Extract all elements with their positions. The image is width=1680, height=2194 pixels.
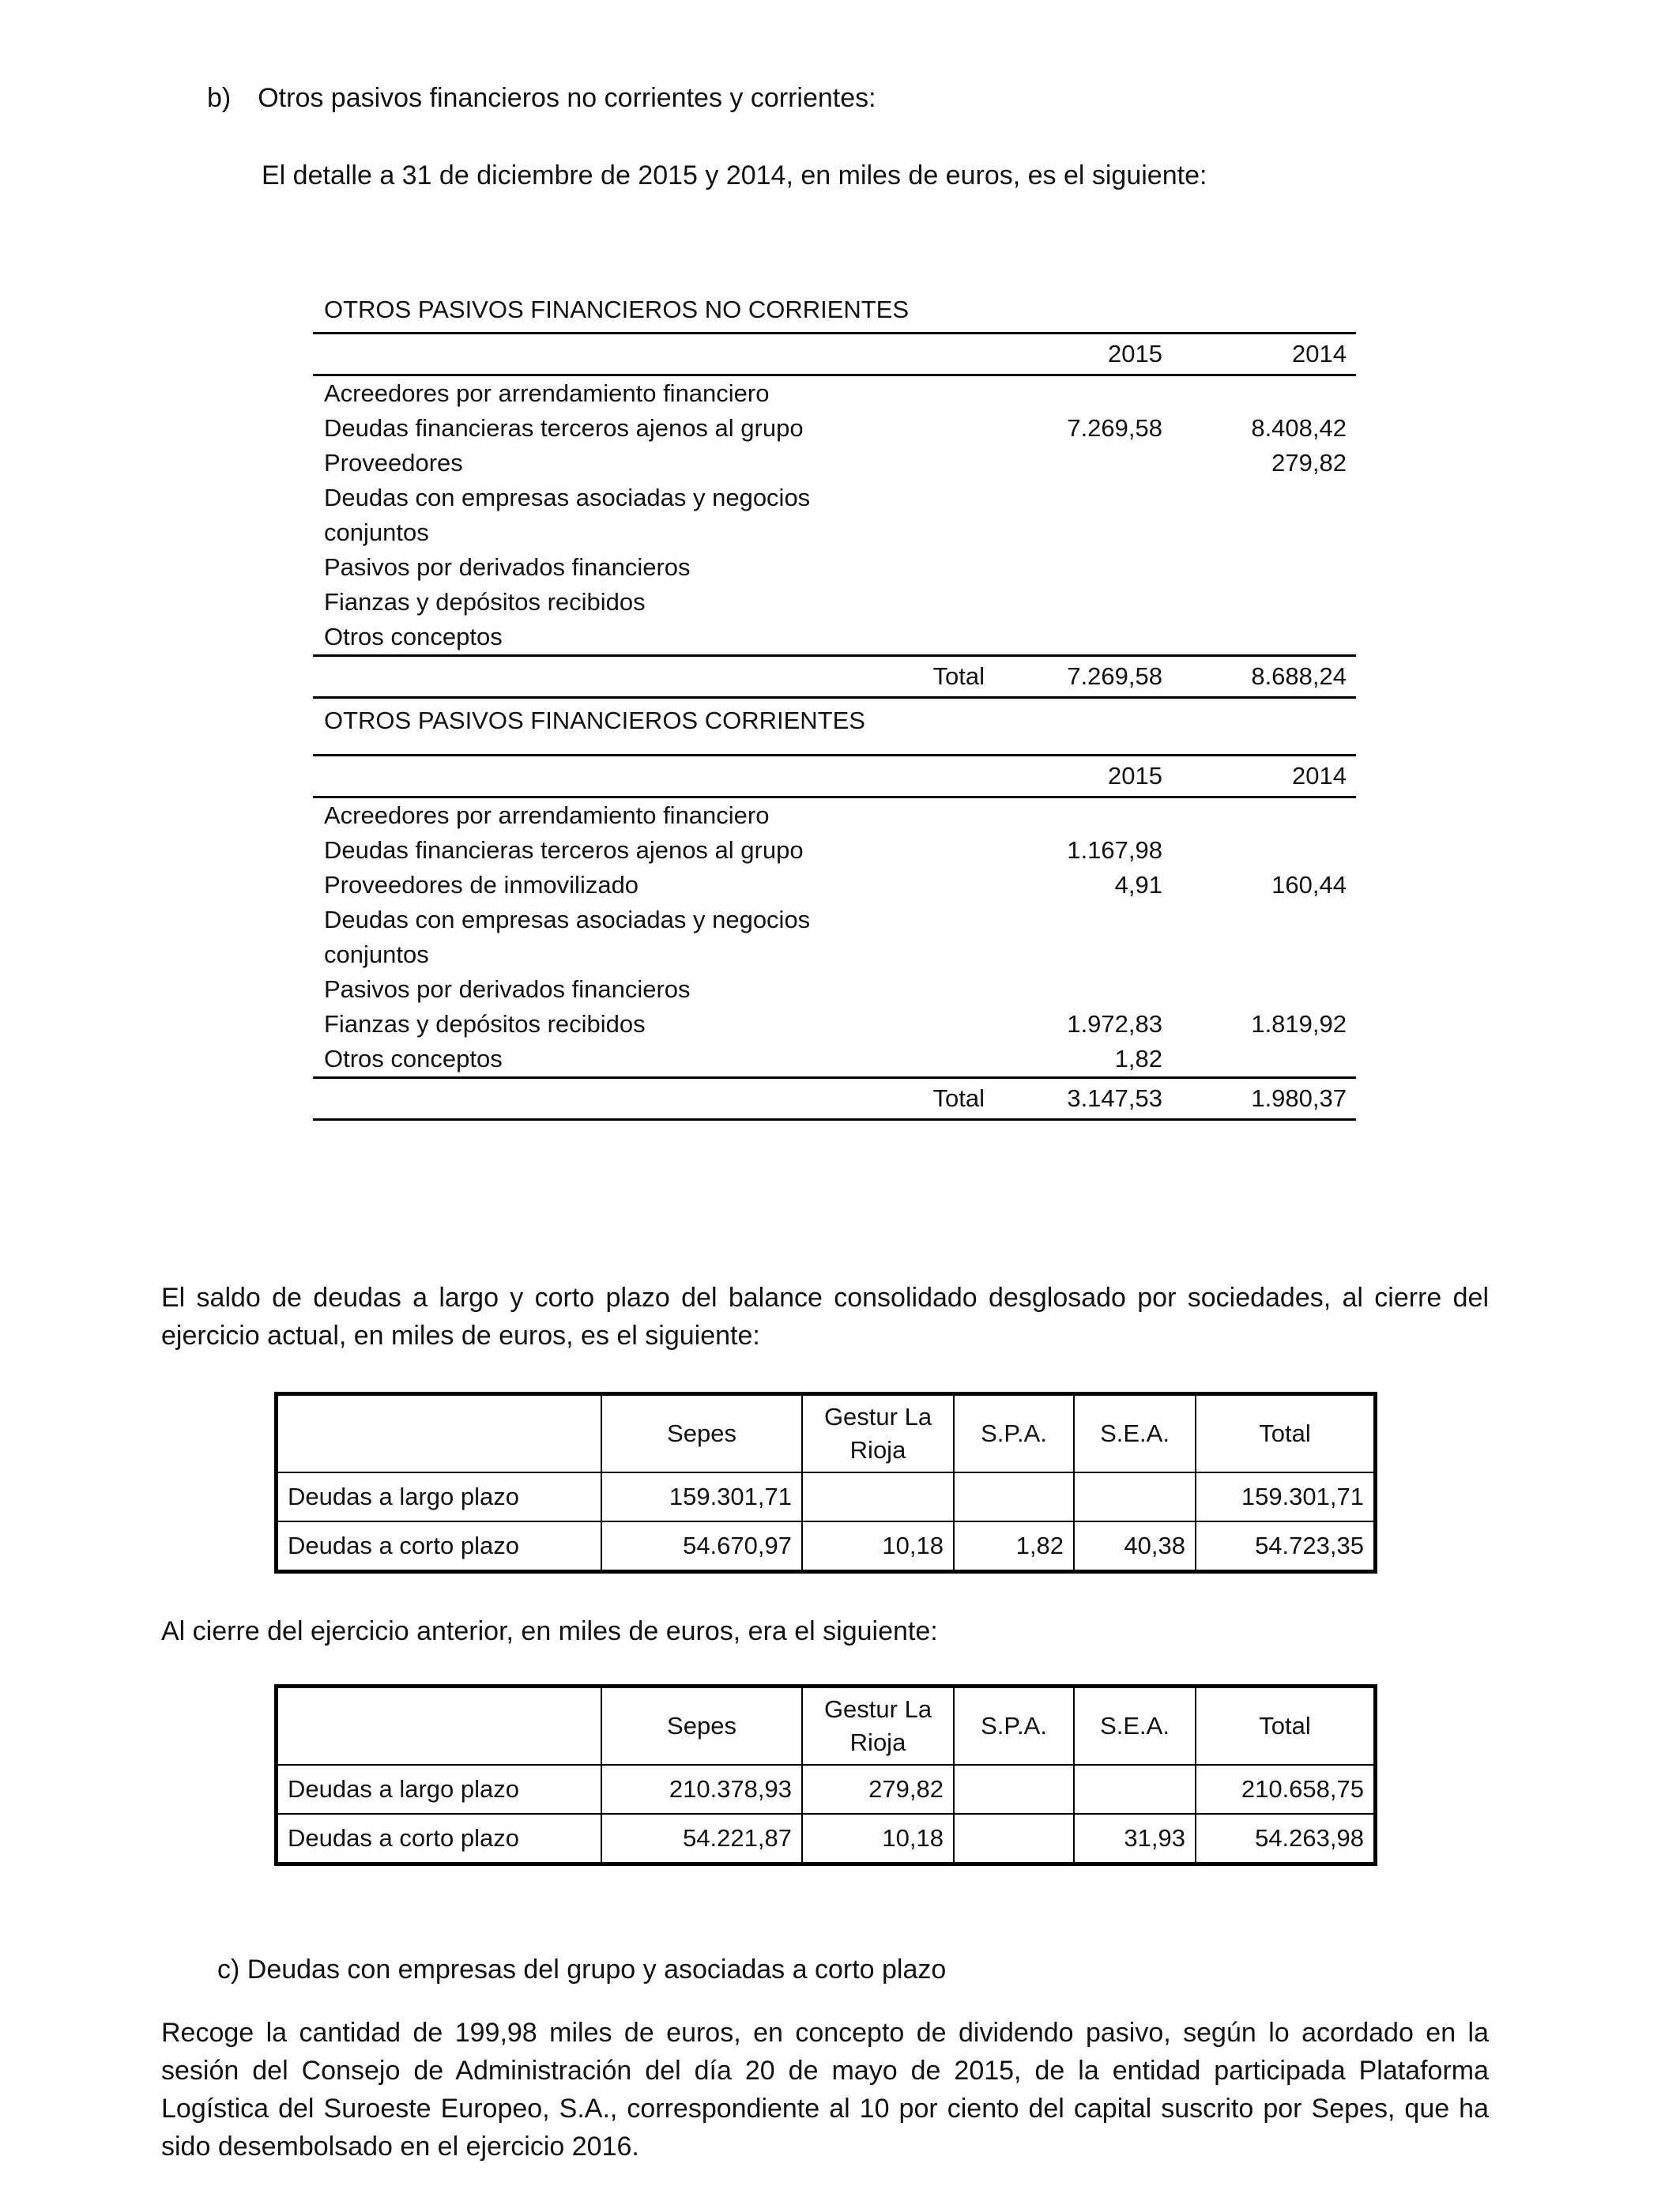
row-label: Pasivos por derivados financieros bbox=[324, 553, 691, 581]
row-label: Fianzas y depósitos recibidos bbox=[324, 1010, 646, 1038]
column-header bbox=[277, 1687, 601, 1765]
year-2015-header: 2015 bbox=[1108, 762, 1162, 790]
row-label: Fianzas y depósitos recibidos bbox=[324, 588, 646, 616]
table-cell: 159.301,71 bbox=[601, 1472, 802, 1521]
current-total-row bbox=[313, 1076, 1356, 1121]
row-label: Deudas con empresas asociadas y negocios conjuntos bbox=[324, 484, 811, 546]
year-2014-header: 2014 bbox=[1292, 340, 1347, 368]
table-cell: 210.658,75 bbox=[1196, 1765, 1374, 1814]
column-header: S.E.A. bbox=[1074, 1395, 1196, 1472]
column-header: S.P.A. bbox=[954, 1687, 1074, 1765]
row-value-2015: 1.167,98 bbox=[1067, 836, 1162, 864]
section-c-heading: c) Deudas con empresas del grupo y asociadas a corto plazo bbox=[217, 1955, 947, 1985]
table-row bbox=[313, 1042, 1356, 1076]
row-value-2015: 4,91 bbox=[1114, 871, 1162, 899]
current-title: OTROS PASIVOS FINANCIEROS CORRIENTES bbox=[324, 707, 865, 734]
row-value-2015: 1,82 bbox=[1114, 1045, 1162, 1072]
table-cell: 159.301,71 bbox=[1196, 1472, 1374, 1521]
anterior-paragraph: Al cierre del ejercicio anterior, en miles de euros, era el siguiente: bbox=[161, 1616, 938, 1646]
table-row bbox=[313, 481, 1356, 550]
table-row bbox=[277, 1765, 1374, 1814]
row-label: Otros conceptos bbox=[324, 623, 503, 650]
financial-liabilities-table bbox=[313, 288, 1356, 1121]
table-cell: 210.378,93 bbox=[601, 1765, 802, 1814]
table-cell bbox=[802, 1472, 954, 1521]
row-label: Deudas a largo plazo bbox=[277, 1472, 601, 1521]
column-header bbox=[277, 1395, 601, 1472]
table-row bbox=[313, 620, 1356, 654]
table-cell: 54.723,35 bbox=[1196, 1521, 1374, 1570]
table-cell: 54.263,98 bbox=[1196, 1814, 1374, 1863]
column-header: S.E.A. bbox=[1074, 1687, 1196, 1765]
table-row bbox=[313, 833, 1356, 868]
total-2015: 3.147,53 bbox=[1067, 1084, 1162, 1112]
row-label: Deudas financieras terceros ajenos al grupo bbox=[324, 414, 804, 442]
year-2014-header: 2014 bbox=[1292, 762, 1347, 790]
non-current-header bbox=[313, 332, 1356, 376]
total-label: Total bbox=[932, 662, 985, 690]
column-header: S.P.A. bbox=[954, 1395, 1074, 1472]
row-label: Proveedores bbox=[324, 449, 463, 477]
total-label: Total bbox=[932, 1084, 985, 1112]
row-value-2015: 7.269,58 bbox=[1067, 414, 1162, 442]
current-header bbox=[313, 754, 1356, 798]
row-label: Acreedores por arrendamiento financiero bbox=[324, 379, 770, 407]
company-table-previous-year bbox=[277, 1687, 1375, 1864]
column-header: Total bbox=[1196, 1687, 1374, 1765]
row-label: Deudas a corto plazo bbox=[277, 1814, 601, 1863]
table-row bbox=[277, 1472, 1374, 1521]
row-label: Proveedores de inmovilizado bbox=[324, 871, 639, 899]
table-cell: 1,82 bbox=[954, 1521, 1074, 1570]
table-row bbox=[313, 868, 1356, 903]
table-row bbox=[313, 585, 1356, 620]
table-row bbox=[313, 1007, 1356, 1042]
total-2014: 8.688,24 bbox=[1251, 662, 1347, 690]
table-cell: 54.221,87 bbox=[601, 1814, 802, 1863]
row-value-2014: 8.408,42 bbox=[1251, 414, 1347, 442]
column-header: Gestur La Rioja bbox=[802, 1395, 954, 1472]
table-cell bbox=[954, 1472, 1074, 1521]
table-row bbox=[313, 903, 1356, 972]
table-row bbox=[313, 972, 1356, 1007]
non-current-title: OTROS PASIVOS FINANCIEROS NO CORRIENTES bbox=[324, 296, 910, 323]
row-label: Otros conceptos bbox=[324, 1045, 503, 1072]
row-value-2014: 279,82 bbox=[1271, 449, 1347, 477]
table-cell: 31,93 bbox=[1074, 1814, 1196, 1863]
non-current-rows bbox=[313, 376, 1356, 654]
row-label: Acreedores por arrendamiento financiero bbox=[324, 801, 770, 829]
row-value-2014: 160,44 bbox=[1271, 871, 1347, 899]
table-cell bbox=[954, 1765, 1074, 1814]
table-row bbox=[277, 1521, 1374, 1570]
table-cell: 10,18 bbox=[802, 1521, 954, 1570]
table-cell: 54.670,97 bbox=[601, 1521, 802, 1570]
table-cell: 40,38 bbox=[1074, 1521, 1196, 1570]
table-row bbox=[313, 550, 1356, 585]
row-label: Deudas a largo plazo bbox=[277, 1765, 601, 1814]
table-row bbox=[313, 798, 1356, 833]
row-label: Pasivos por derivados financieros bbox=[324, 975, 691, 1003]
table-cell bbox=[954, 1814, 1074, 1863]
column-header: Sepes bbox=[601, 1395, 802, 1472]
row-label: Deudas a corto plazo bbox=[277, 1521, 601, 1570]
row-value-2015: 1.972,83 bbox=[1067, 1010, 1162, 1038]
current-rows bbox=[313, 798, 1356, 1076]
company-table-current-year bbox=[277, 1394, 1375, 1571]
table-row bbox=[313, 376, 1356, 411]
table-row bbox=[313, 411, 1356, 446]
year-2015-header: 2015 bbox=[1108, 340, 1162, 368]
row-label: Deudas financieras terceros ajenos al grupo bbox=[324, 836, 804, 864]
total-2014: 1.980,37 bbox=[1251, 1084, 1347, 1112]
row-value-2014: 1.819,92 bbox=[1251, 1010, 1347, 1038]
table-row bbox=[313, 446, 1356, 481]
table-cell bbox=[1074, 1472, 1196, 1521]
section-c-paragraph: Recoge la cantidad de 199,98 miles de euros, en concepto de dividendo pasivo, según lo acordado en la sesión del Consejo de Administración del día 20 de mayo de 2015, de la entidad participada Plataforma Logística del Suroeste Europeo, S.A., correspondiente al 10 por ciento del capital suscrito por Sepes, que ha sido desembolsado en el ejercicio 2016. bbox=[161, 2018, 1489, 2162]
table-row bbox=[277, 1814, 1374, 1863]
section-b-heading: b) Otros pasivos financieros no corrientes y corrientes: bbox=[207, 83, 876, 113]
column-header: Total bbox=[1196, 1395, 1374, 1472]
saldo-paragraph: El saldo de deudas a largo y corto plazo del balance consolidado desglosado por sociedades, al cierre del ejercicio actual, en miles de euros, es el siguiente: bbox=[161, 1283, 1489, 1351]
total-2015: 7.269,58 bbox=[1067, 662, 1162, 690]
section-b-intro: El detalle a 31 de diciembre de 2015 y 2014, en miles de euros, es el siguiente: bbox=[262, 160, 1207, 190]
non-current-total-row bbox=[313, 654, 1356, 699]
table-cell: 279,82 bbox=[802, 1765, 954, 1814]
column-header: Sepes bbox=[601, 1687, 802, 1765]
table-cell: 10,18 bbox=[802, 1814, 954, 1863]
table-cell bbox=[1074, 1765, 1196, 1814]
row-label: Deudas con empresas asociadas y negocios conjuntos bbox=[324, 906, 811, 968]
column-header: Gestur La Rioja bbox=[802, 1687, 954, 1765]
